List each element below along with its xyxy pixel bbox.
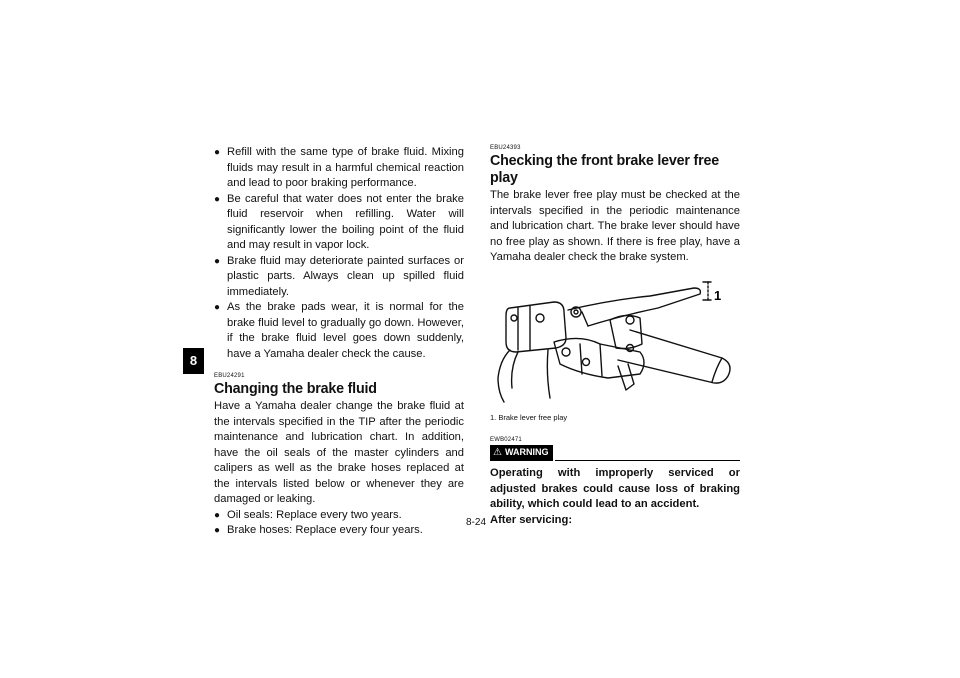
- section-code: EBU24393: [490, 145, 521, 151]
- warning-triangle-icon: ⚠: [493, 447, 502, 459]
- replacement-intervals: [214, 508, 464, 539]
- warning-rule: [555, 460, 740, 461]
- figure-callout: 1: [714, 287, 722, 303]
- left-column: [214, 145, 464, 539]
- section-paragraph: Have a Yamaha dealer change the brake fluid at the intervals specified in the TIP after the periodic maintenance and lubrication chart. In addition, have the oil seals of the master cylinders and calipers as well as the brake hoses replaced at the intervals listed below or whenever they are damaged or leaking.: [214, 400, 464, 505]
- brake-lever-figure: [490, 278, 740, 406]
- page-number: 8-24: [466, 517, 487, 528]
- section-title: Changing the brake fluid: [214, 381, 377, 397]
- list-item: ● Brake hoses: Replace every four years.: [214, 523, 464, 539]
- section-title: Checking the front brake lever free play: [490, 153, 719, 186]
- right-column: [490, 145, 740, 528]
- warning-label: WARNING: [504, 447, 549, 458]
- list-item: ● Brake fluid may deteriorate painted surfaces or plastic parts. Always clean up spilled fluid immediately.: [214, 254, 464, 301]
- list-item: ● As the brake pads wear, it is normal for the brake fluid level to gradually go down. However, if the brake fluid level goes down suddenly, have a Yamaha dealer check the cause.: [214, 300, 464, 362]
- after-servicing-heading: After servicing:: [490, 513, 573, 526]
- section-paragraph: The brake lever free play must be checked at the intervals specified in the periodic maintenance and lubrication chart. The brake lever should have no free play as shown. If there is free play, have a Yamaha dealer check the brake system.: [490, 189, 740, 263]
- list-item: ● Oil seals: Replace every two years.: [214, 508, 464, 524]
- section-code: EBU24291: [214, 373, 245, 379]
- brake-lever-illustration: [490, 278, 740, 406]
- list-item: ● Refill with the same type of brake fluid. Mixing fluids may result in a harmful chemical reaction and lead to poor braking performance.: [214, 145, 464, 192]
- warning-text: Operating with improperly serviced or adjusted brakes could cause loss of braking ability, which could lead to an accident.: [490, 467, 740, 510]
- warning-header: [490, 446, 740, 461]
- chapter-tab: 8: [183, 348, 204, 374]
- list-item: ● Be careful that water does not enter the brake fluid reservoir when refilling. Water will significantly lower the boiling point of the fluid and may result in vapor lock.: [214, 192, 464, 254]
- warning-badge: [490, 445, 553, 461]
- brake-fluid-notes: [214, 145, 464, 362]
- warning-code: EWB02471: [490, 437, 522, 443]
- figure-caption: 1. Brake lever free play: [490, 412, 568, 422]
